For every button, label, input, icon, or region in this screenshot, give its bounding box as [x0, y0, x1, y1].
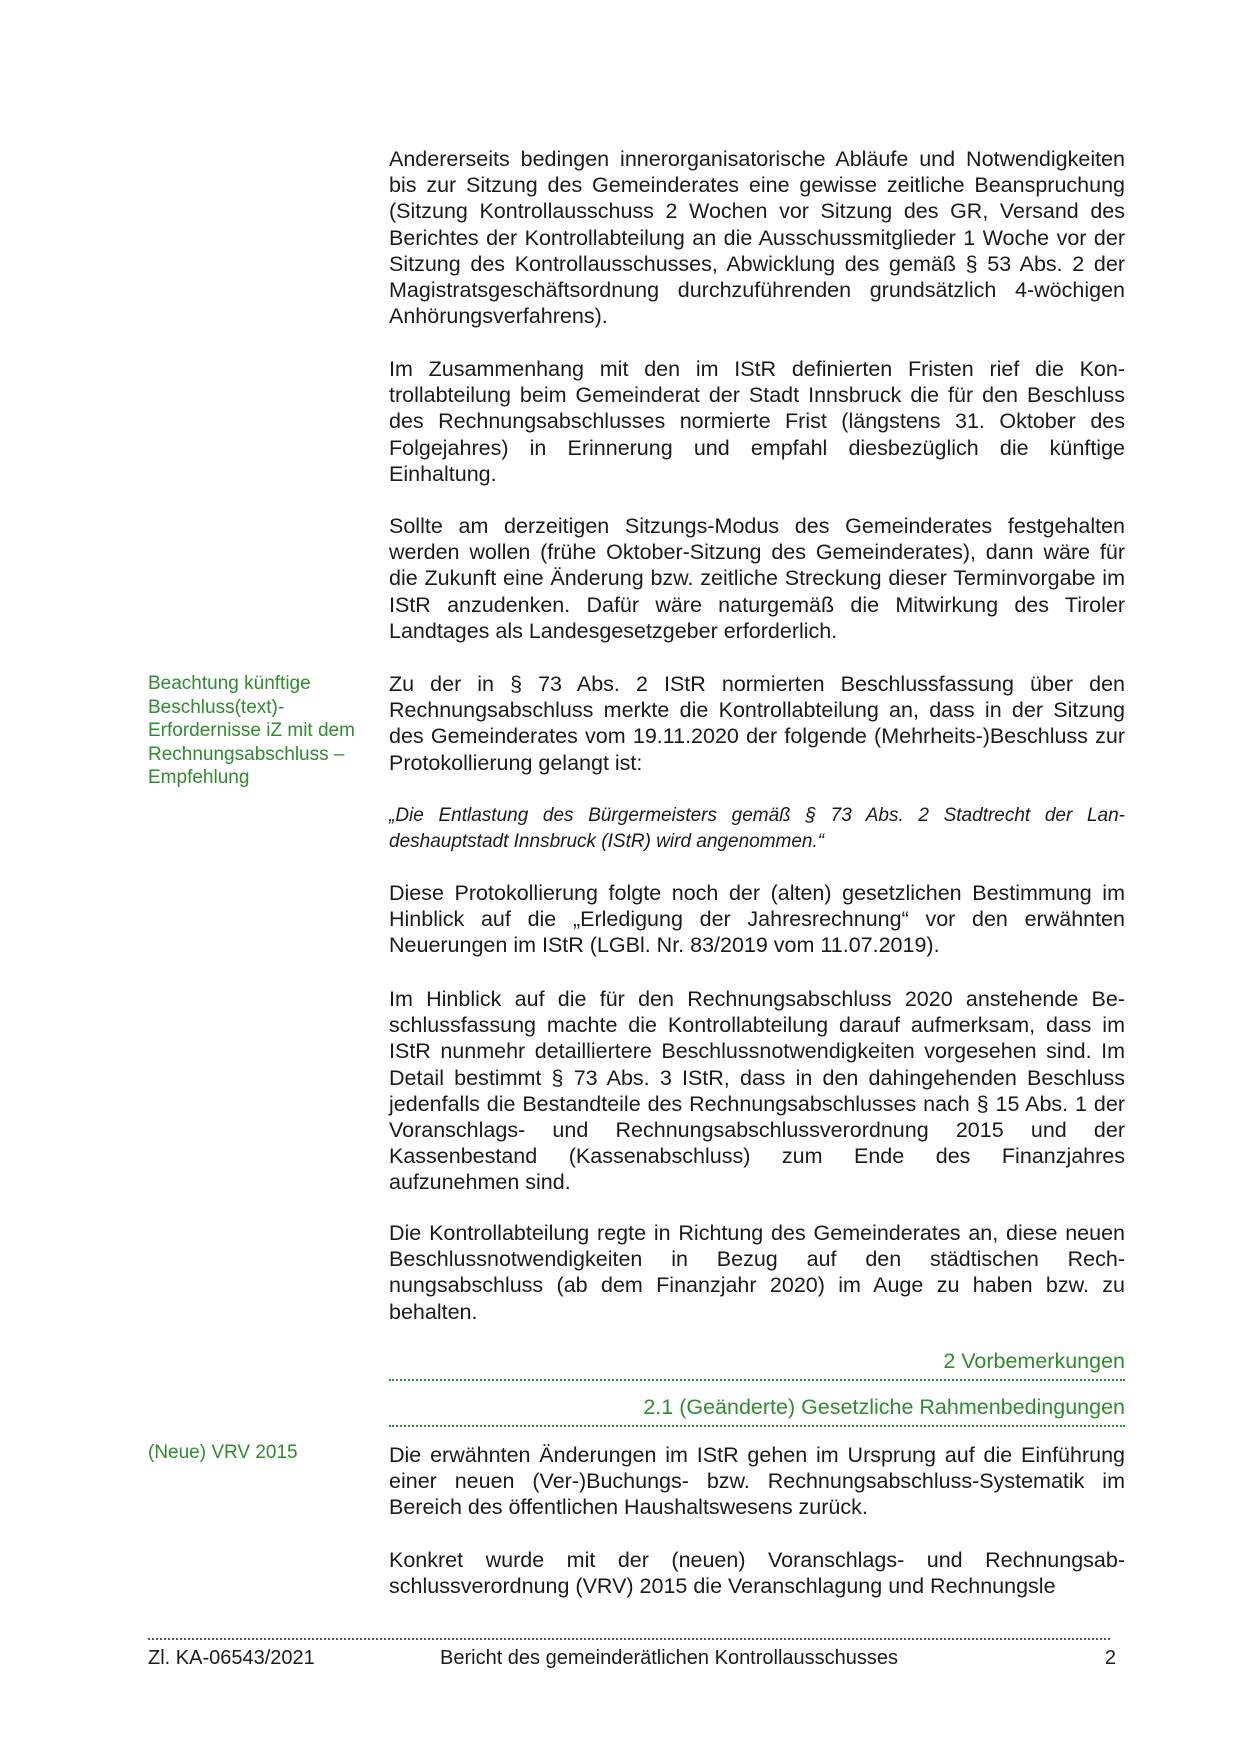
section-heading-vorbemerkungen: 2 Vorbemerkungen [389, 1348, 1125, 1381]
footer-title: Bericht des gemeinderätlichen Kontrollausschusses [440, 1647, 899, 1669]
footer-page-number: 2 [1104, 1647, 1116, 1669]
footer-divider [148, 1638, 1110, 1640]
paragraph-9: Konkret wurde mit der (neuen) Voranschlags- und Rechnungsabschlussverordnung (VRV) 2015 die Veranschlagung und Rechnungsle [389, 1548, 1125, 1599]
paragraph-6: Im Hinblick auf die für den Rechnungsabschluss 2020 anstehende Beschlussfassung machte die Kontrollabteilung darauf aufmerksam, dass im IStR nunmehr detailliertere Beschlussnotwendigkeiten vorgesehen sind. Im Detail bestimmt § 73 Abs. 3 IStR, dass in den dahingehenden Beschluss jedenfalls die Bestandteile des Rechnungsabschlusses nach § 15 Abs. 1 der Voranschlags- und Rechnungsabschlussverordnung 2015 und der Kassenbestand (Kassenabschluss) zum Ende des Finanzjahres aufzunehmen sind. [389, 987, 1125, 1195]
paragraph-8: Die erwähnten Änderungen im IStR gehen im Ursprung auf die Einführung einer neuen (Ver-)Buchungs- bzw. Rechnungsabschluss-Systematik im Bereich des öffentlichen Haushaltswesens zurück. [389, 1443, 1125, 1520]
margin-note-recommendation: Beachtung künftige Beschluss(text)-Erfordernisse iZ mit dem Rechnungsabschluss – Empfehlung [148, 673, 355, 789]
margin-note-vrv: (Neue) VRV 2015 [148, 1442, 298, 1463]
paragraph-3: Sollte am derzeitigen Sitzungs-Modus des Gemeinderates festgehalten werden wollen (frühe Oktober-Sitzung des Gemeinderates), dann wäre für die Zukunft eine Änderung bzw. zeitliche Streckung dieser Terminvorgabe im IStR anzudenken. Dafür wäre naturgemäß die Mitwirkung des Tiroler Landtages als Landesgesetzgeber erforderlich. [389, 514, 1125, 643]
paragraph-2: Im Zusammenhang mit den im IStR definierten Fristen rief die Kontrollabteilung beim Gemeinderat der Stadt Innsbruck die für den Beschluss des Rechnungsabschlusses normierte Frist (längstens 31. Oktober des Folgejahres) in Erinnerung und empfahl diesbezüglich die künftige Einhaltung. [389, 357, 1125, 486]
section-heading-rahmenbedingungen: 2.1 (Geänderte) Gesetzliche Rahmenbedingungen [389, 1394, 1125, 1427]
paragraph-1: Andererseits bedingen innerorganisatorische Abläufe und Notwendigkeiten bis zur Sitzung des Gemeinderates eine gewisse zeitliche Beanspruchung (Sitzung Kontrollausschuss 2 Wochen vor Sitzung des GR, Versand des Berichtes der Kontrollabteilung an die Ausschussmitglieder 1 Woche vor der Sitzung des Kontrollausschusses, Abwicklung des gemäß § 53 Abs. 2 der Magistratsgeschäftsordnung durchzuführenden grundsätzlich 4-wöchigen Anhörungsverfahrens). [389, 147, 1125, 329]
paragraph-5: Diese Protokollierung folgte noch der (alten) gesetzlichen Bestimmung im Hinblick auf die „Erledigung der Jahresrechnung“ vor den erwähnten Neuerungen im IStR (LGBl. Nr. 83/2019 vom 11.07.2019). [389, 881, 1125, 958]
paragraph-4: Zu der in § 73 Abs. 2 IStR normierten Beschlussfassung über den Rechnungsabschluss merkte die Kontrollabteilung an, dass in der Sitzung des Gemeinderates vom 19.11.2020 der folgende (Mehrheits-)Beschluss zur Protokollierung gelangt ist: [389, 672, 1125, 775]
quote-resolution: „Die Entlastung des Bürgermeisters gemäß § 73 Abs. 2 Stadtrecht der Landeshauptstadt Innsbruck (IStR) wird angenommen.“ [389, 805, 1125, 852]
paragraph-7: Die Kontrollabteilung regte in Richtung des Gemeinderates an, diese neuen Beschlussnotwendigkeiten in Bezug auf den städtischen Rechnungsabschluss (ab dem Finanzjahr 2020) im Auge zu haben bzw. zu behalten. [389, 1221, 1125, 1324]
footer-reference: Zl. KA-06543/2021 [148, 1647, 315, 1669]
